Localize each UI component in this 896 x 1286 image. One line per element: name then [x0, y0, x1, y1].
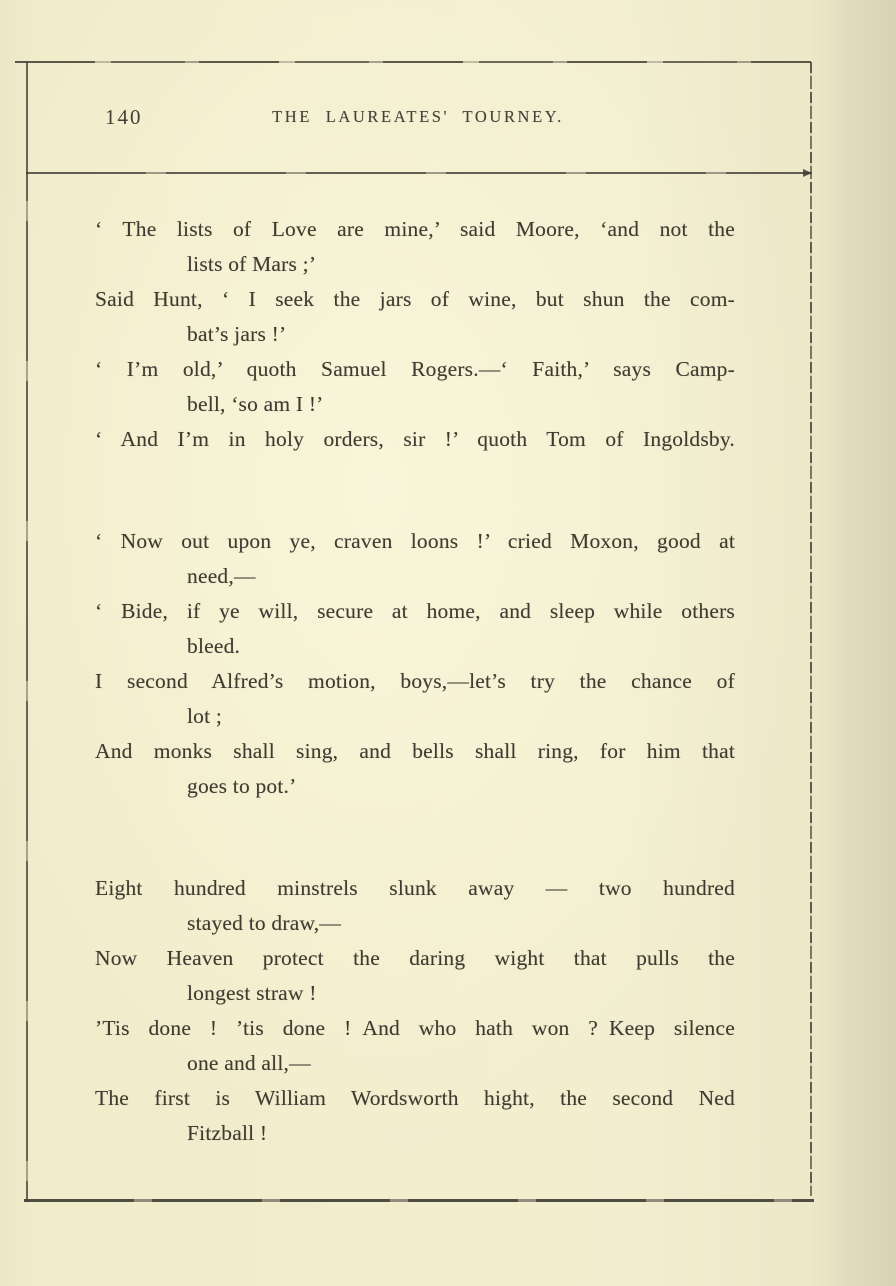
poem-line: one and all,— — [187, 1051, 311, 1075]
header-rule-end-mark — [803, 169, 812, 177]
poem-line: longest straw ! — [187, 981, 317, 1005]
poem-line: Fitzball ! — [187, 1121, 268, 1145]
poem-line: bat’s jars !’ — [187, 322, 287, 346]
frame-right-rule — [810, 62, 812, 1196]
running-title: THE LAUREATES' TOURNEY. — [272, 107, 564, 126]
page-edge-shading — [810, 0, 896, 1286]
poem-line: stayed to draw,— — [187, 911, 342, 935]
stanza — [95, 871, 735, 1151]
poem-line: I second Alfred’s motion, boys,—let’s try the chance of — [95, 669, 735, 693]
page-number: 140 — [105, 105, 143, 129]
page-header — [26, 105, 810, 133]
poem-line: Eight hundred minstrels slunk away — two hundred — [95, 876, 735, 900]
poem-line: Said Hunt, ‘ I seek the jars of wine, but shun the com- — [95, 287, 735, 311]
poem-line: ’Tis done ! ’tis done ! And who hath won ? Keep silence — [95, 1016, 735, 1040]
stanza — [95, 212, 735, 457]
poem-line: bell, ‘so am I !’ — [187, 392, 324, 416]
poem-line: lot ; — [187, 704, 223, 728]
poem-line: bleed. — [187, 634, 241, 658]
poem-line: And monks shall sing, and bells shall ring, for him that — [95, 739, 735, 763]
stanza — [95, 524, 735, 804]
poem-line: ‘ I’m old,’ quoth Samuel Rogers.—‘ Faith,’ says Camp- — [95, 357, 735, 381]
poem-line: Now Heaven protect the daring wight that pulls the — [95, 946, 735, 970]
poem-line: ‘ The lists of Love are mine,’ said Moore, ‘and not the — [95, 217, 735, 241]
poem-line: goes to pot.’ — [187, 774, 297, 798]
poem-line: ‘ Bide, if ye will, secure at home, and sleep while others — [95, 599, 735, 623]
poem — [95, 212, 735, 1218]
header-separator-rule — [26, 172, 812, 174]
frame-left-rule — [26, 61, 28, 1202]
poem-line: ‘ Now out upon ye, craven loons !’ cried Moxon, good at — [95, 529, 735, 553]
frame-top-rule — [15, 61, 811, 63]
poem-line: need,— — [187, 564, 256, 588]
poem-line: The first is William Wordsworth hight, the second Ned — [95, 1086, 735, 1110]
poem-line: ‘ And I’m in holy orders, sir !’ quoth Tom of Ingoldsby. — [95, 427, 735, 451]
poem-line: lists of Mars ;’ — [187, 252, 317, 276]
